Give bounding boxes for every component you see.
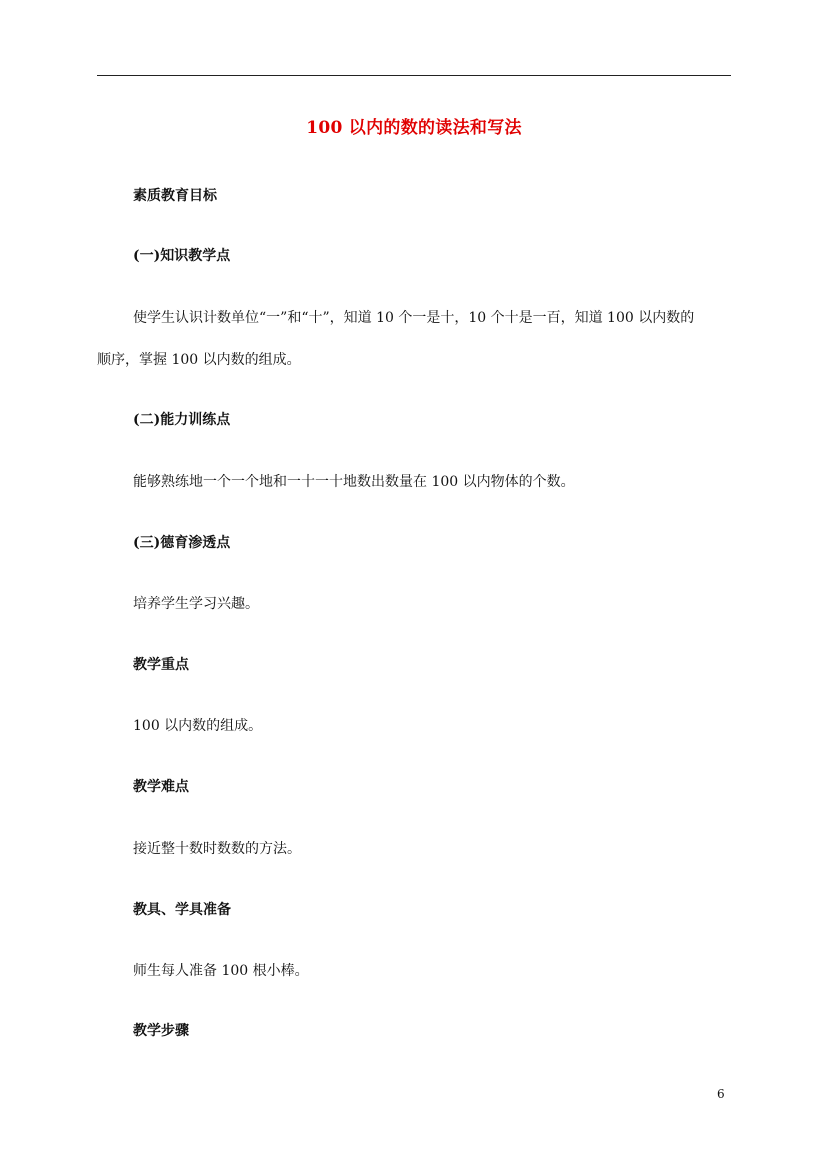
paragraph-knowledge-line-1: 使学生认识计数单位“一”和“十”，知道 10 个一是十，10 个十是一百，知道 100 以内数的 [133,310,695,326]
section-heading-steps: 教学步骤 [133,1023,189,1039]
section-heading-tools: 教具、学具准备 [133,902,231,918]
paragraph-ability: 能够熟练地一个一个地和一十一十地数出数量在 100 以内物体的个数。 [133,474,575,490]
paragraph-difficulty: 接近整十数时数数的方法。 [133,841,301,857]
section-heading-difficulty: 教学难点 [133,779,189,795]
page-number: 6 [717,1087,725,1101]
section-heading-quality-goal: 素质教育目标 [133,188,217,204]
section-heading-knowledge: (一)知识教学点 [133,248,231,264]
section-heading-key-points: 教学重点 [133,657,189,673]
paragraph-moral: 培养学生学习兴趣。 [133,596,259,612]
paragraph-key-points: 100 以内数的组成。 [133,718,263,734]
paragraph-knowledge-line-2: 顺序，掌握 100 以内数的组成。 [97,352,301,368]
section-heading-moral: (三)德育渗透点 [133,535,231,551]
document-title: 100 以内的数的读法和写法 [306,118,522,138]
section-heading-ability: (二)能力训练点 [133,412,231,428]
header-rule [97,75,731,76]
paragraph-tools: 师生每人准备 100 根小棒。 [133,963,309,979]
